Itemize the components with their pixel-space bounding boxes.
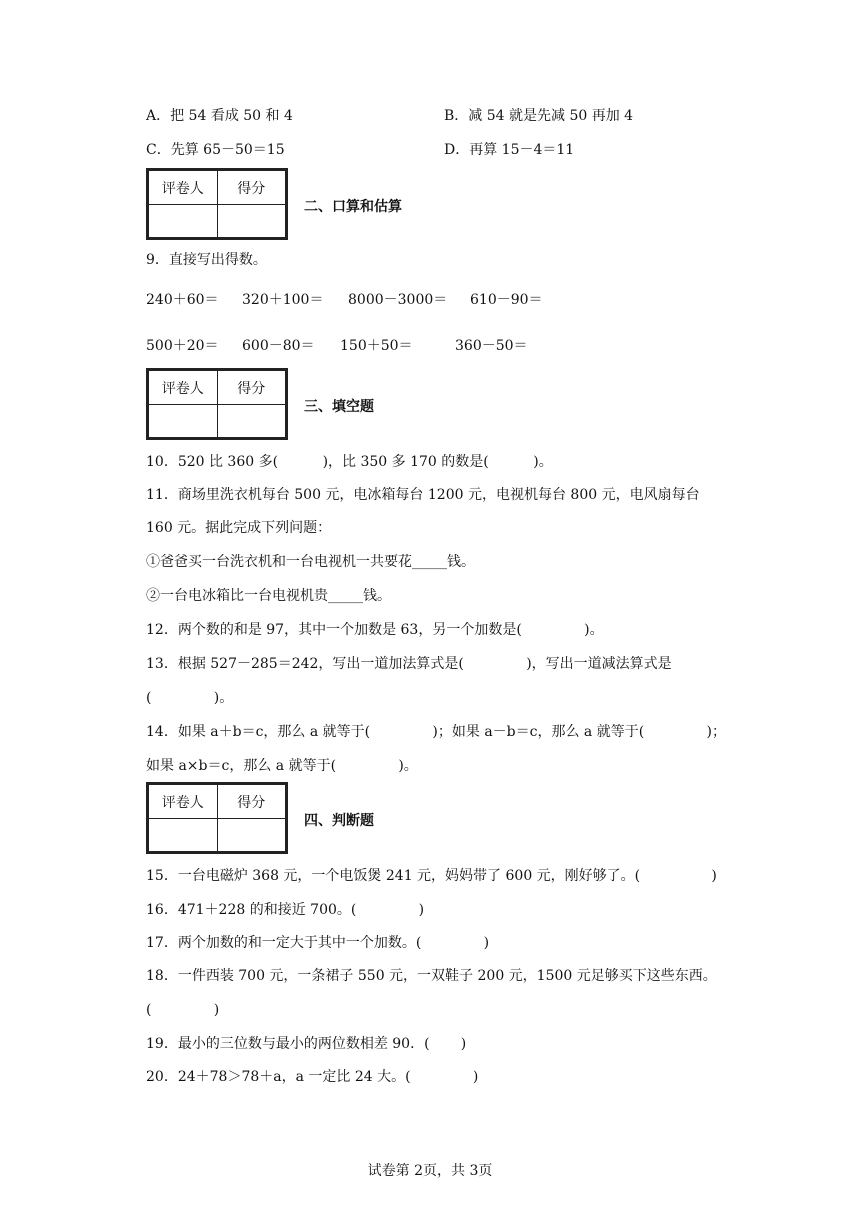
page-footer: 试卷第 2页，共 3页 (367, 1163, 493, 1179)
calc-item: 150＋50＝ (340, 338, 413, 354)
reviewer-cell (149, 819, 218, 852)
section-title: 三、填空题 (304, 399, 374, 415)
question-11-part1: ①爸爸买一台洗衣机和一台电视机一共要花_____钱。 (146, 554, 475, 570)
question-11-cont: 160 元。据此完成下列问题： (146, 520, 332, 536)
calc-item: 500＋20＝ (146, 338, 219, 354)
score-box (146, 368, 288, 440)
calc-item: 240＋60＝ (146, 292, 219, 308)
question-12: 12．两个数的和是 97，其中一个加数是 63，另一个加数是( )。 (146, 622, 604, 638)
reviewer-cell (149, 405, 218, 438)
question-15: 15．一台电磁炉 368 元，一个电饭煲 241 元，妈妈带了 600 元，刚好够了。( ) (146, 868, 717, 884)
question-17: 17．两个加数的和一定大于其中一个加数。( ) (146, 935, 490, 951)
score-cell (217, 405, 286, 438)
question-13-cont: ( )。 (146, 690, 234, 706)
section-title: 二、口算和估算 (304, 199, 402, 215)
score-cell (217, 205, 286, 238)
question-10: 10．520 比 360 多( )，比 350 多 170 的数是( )。 (146, 454, 553, 470)
reviewer-cell (149, 205, 218, 238)
option-b: B．减 54 就是先减 50 再加 4 (444, 108, 634, 124)
reviewer-label: 评卷人 (149, 371, 218, 405)
calc-item: 8000－3000＝ (348, 292, 448, 308)
question-11: 11．商场里洗衣机每台 500 元，电冰箱每台 1200 元，电视机每台 800 元，电风扇每台 (146, 487, 700, 503)
option-d: D．再算 15－4＝11 (444, 142, 575, 158)
score-box (146, 168, 288, 240)
score-label: 得分 (217, 785, 286, 819)
question-9: 9．直接写出得数。 (146, 252, 267, 268)
question-11-part2: ②一台电冰箱比一台电视机贵_____钱。 (146, 588, 391, 604)
option-c: C．先算 65－50＝15 (146, 142, 285, 158)
score-label: 得分 (217, 171, 286, 205)
score-box (146, 782, 288, 854)
question-18-cont: ( ) (146, 1002, 220, 1018)
calc-item: 600－80＝ (242, 338, 315, 354)
calc-item: 360－50＝ (455, 338, 528, 354)
question-20: 20．24＋78＞78＋a，a 一定比 24 大。( ) (146, 1069, 479, 1085)
question-14: 14．如果 a＋b＝c，那么 a 就等于( )；如果 a－b＝c，那么 a 就等于( )； (146, 724, 726, 740)
reviewer-label: 评卷人 (149, 785, 218, 819)
score-cell (217, 819, 286, 852)
question-19: 19．最小的三位数与最小的两位数相差 90．( ) (146, 1036, 467, 1052)
option-a: A．把 54 看成 50 和 4 (146, 108, 293, 124)
question-18: 18．一件西装 700 元，一条裙子 550 元，一双鞋子 200 元，1500 元足够买下这些东西。 (146, 968, 717, 984)
calc-item: 610－90＝ (470, 292, 543, 308)
question-13: 13．根据 527－285＝242，写出一道加法算式是( )，写出一道减法算式是 (146, 656, 672, 672)
question-16: 16．471＋228 的和接近 700。( ) (146, 902, 425, 918)
calc-item: 320＋100＝ (242, 292, 324, 308)
question-14-cont: 如果 a×b＝c，那么 a 就等于( )。 (146, 758, 418, 774)
section-title: 四、判断题 (304, 813, 374, 829)
reviewer-label: 评卷人 (149, 171, 218, 205)
score-label: 得分 (217, 371, 286, 405)
